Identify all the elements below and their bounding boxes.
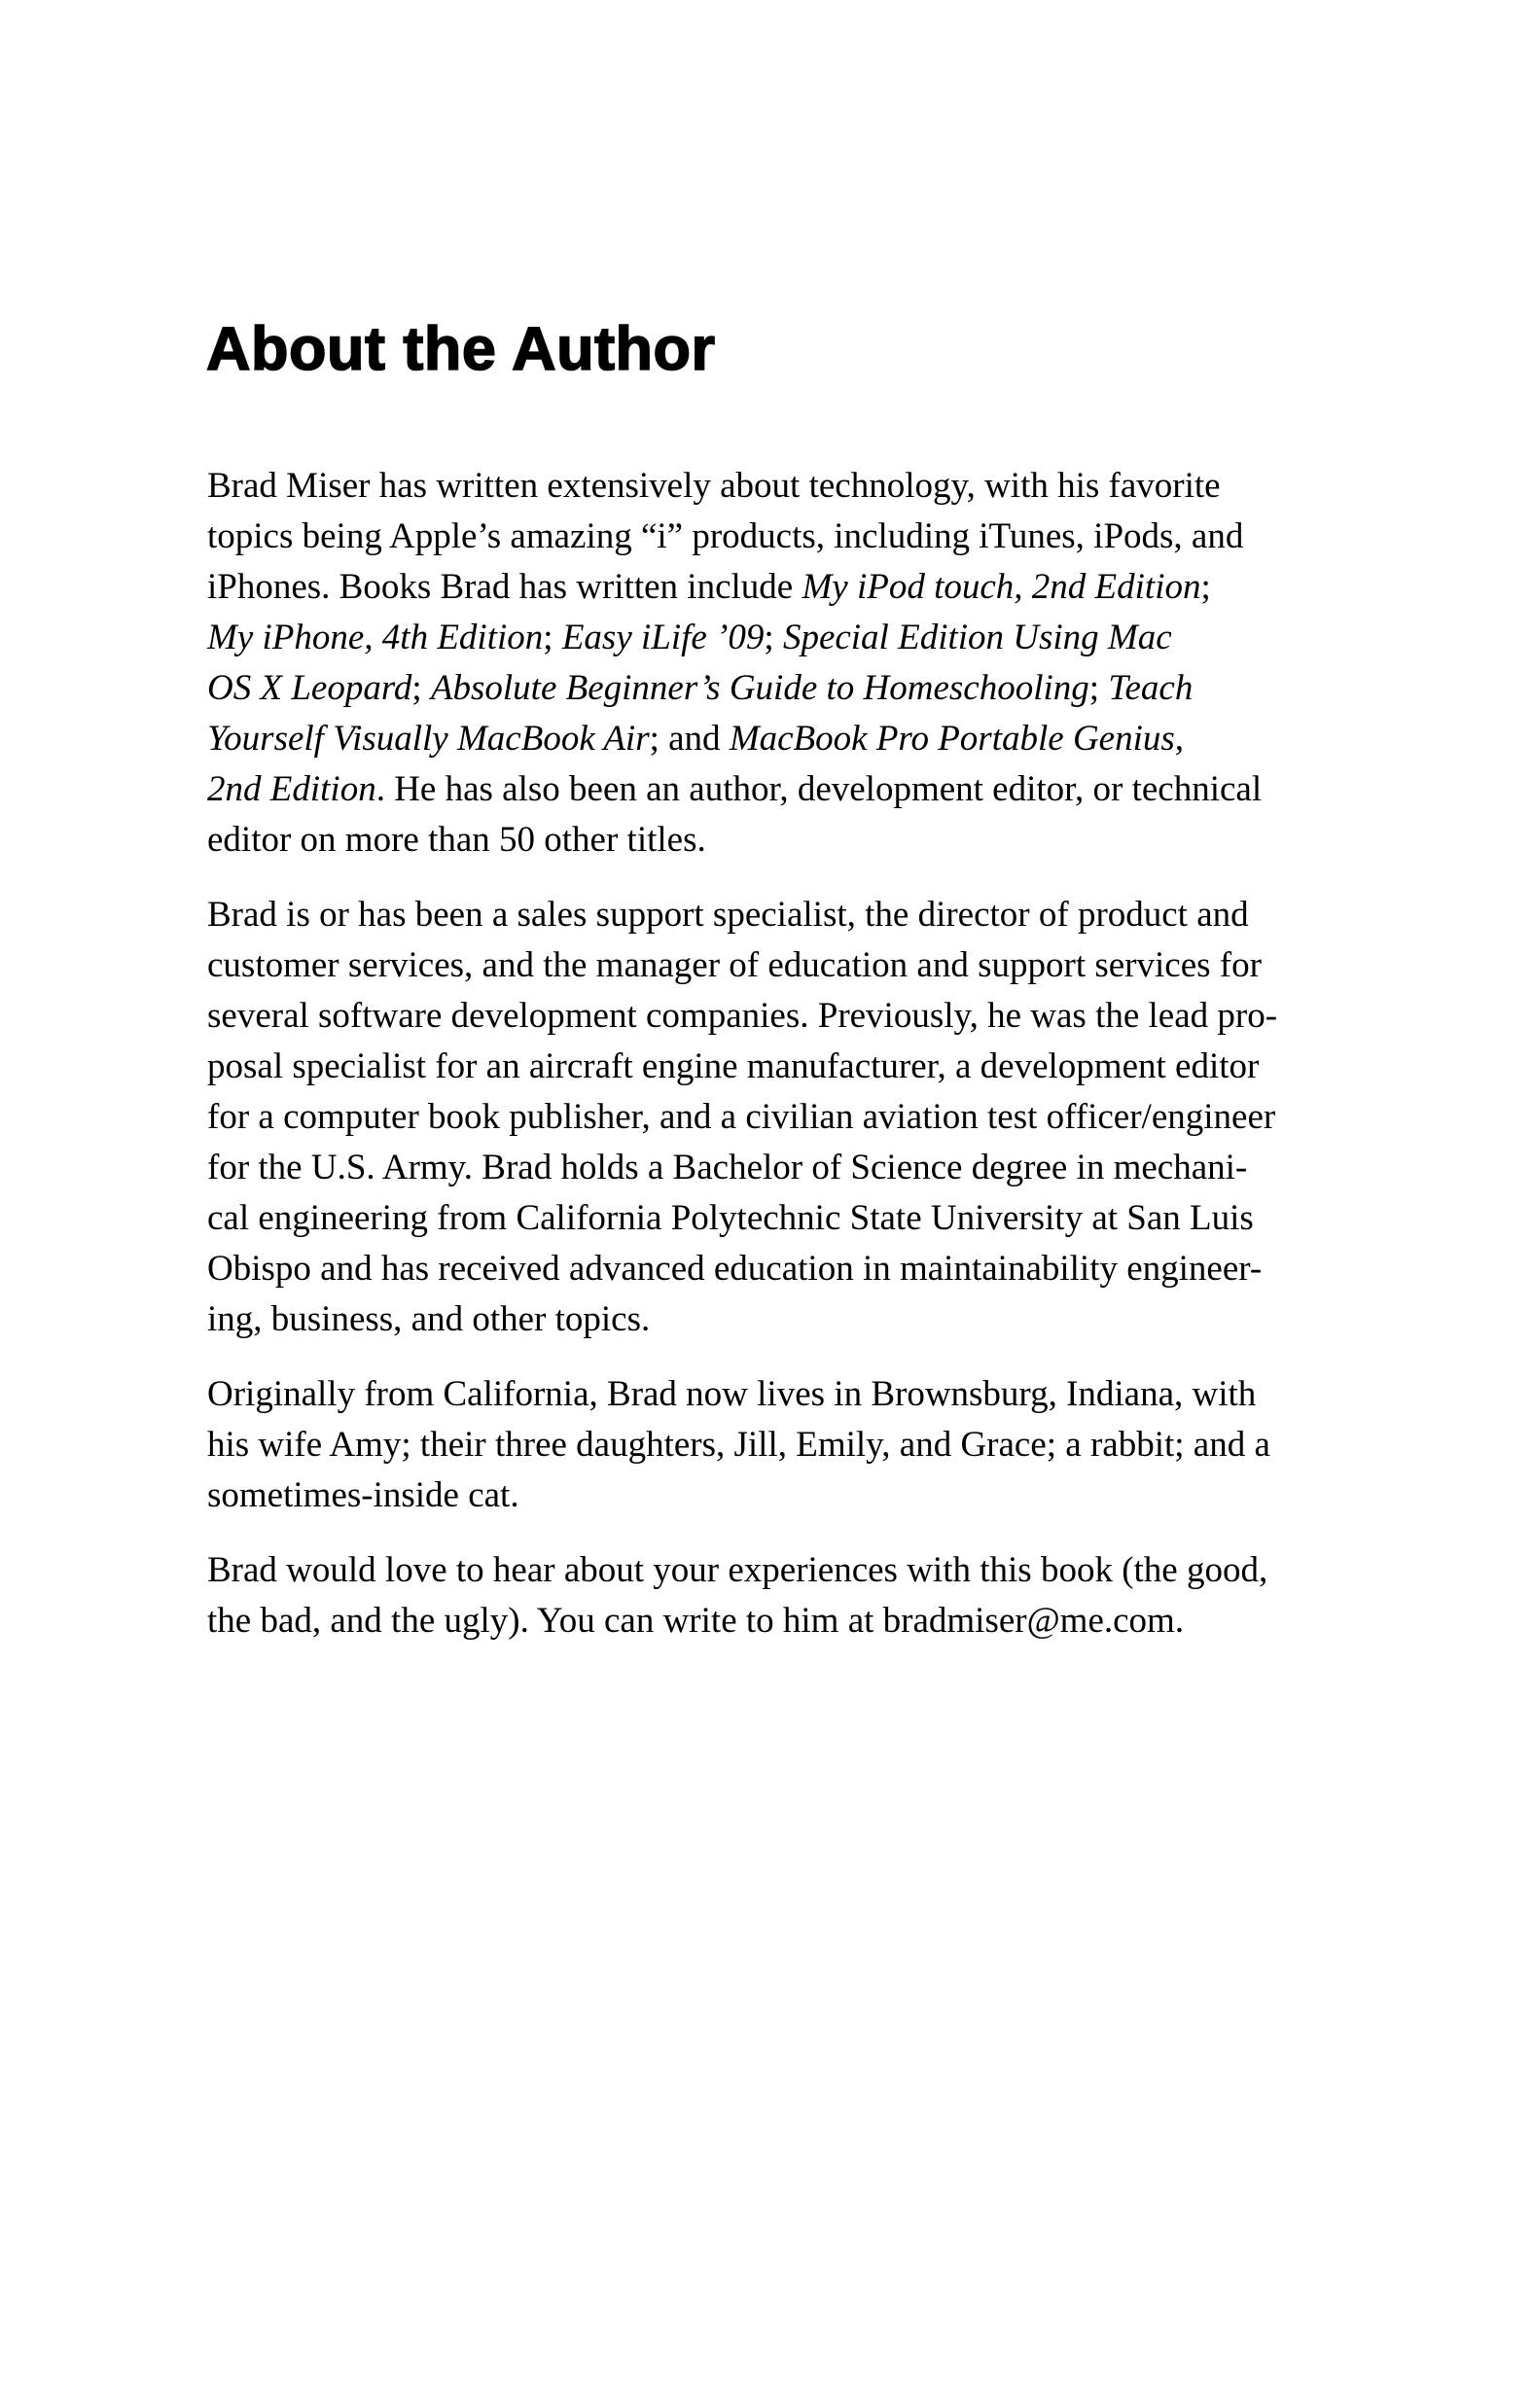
text-segment: his wife Amy; their three daughters, Jill, Emily, and Grace; a rabbit; and a	[207, 1425, 1270, 1465]
book-title: Teach	[1108, 668, 1194, 708]
book-title: Easy iLife ’09	[561, 618, 765, 657]
text-segment: ;	[764, 618, 783, 657]
text-segment: customer services, and the manager of education and support services for	[207, 945, 1262, 985]
book-title: MacBook Pro Portable Genius,	[729, 719, 1185, 759]
text-line	[207, 940, 1336, 991]
text-segment: ;	[543, 618, 562, 657]
text-line	[207, 1193, 1336, 1244]
text-segment: ;	[411, 668, 431, 708]
text-segment: ; and	[649, 719, 730, 759]
text-line	[207, 890, 1336, 940]
text-segment: for a computer book publisher, and a civilian aviation test officer/engineer	[207, 1097, 1276, 1137]
author-bio	[207, 461, 1336, 1671]
text-line	[207, 663, 1336, 714]
text-segment: several software development companies. Previously, he was the lead pro-	[207, 996, 1278, 1036]
text-segment: Originally from California, Brad now lives in Brownsburg, Indiana, with	[207, 1374, 1257, 1414]
text-segment: sometimes-inside cat.	[207, 1475, 519, 1515]
text-segment: Brad Miser has written extensively about technology, with his favorite	[207, 466, 1221, 506]
text-line	[207, 461, 1336, 512]
book-title: My iPhone, 4th Edition	[207, 618, 544, 657]
bio-paragraph	[207, 890, 1336, 1345]
book-title: My iPod touch, 2nd Edition	[802, 567, 1201, 607]
bio-paragraph	[207, 1545, 1336, 1647]
text-segment: the bad, and the ugly). You can write to him at bradmiser@me.com.	[207, 1601, 1185, 1641]
book-title: Yourself Visually MacBook Air	[207, 719, 650, 759]
text-line	[207, 613, 1336, 663]
text-segment: iPhones. Books Brad has written include	[207, 567, 802, 607]
text-line	[207, 512, 1336, 562]
text-segment: Brad would love to hear about your experiences with this book (the good,	[207, 1550, 1268, 1590]
text-line	[207, 815, 1336, 866]
text-line	[207, 1420, 1336, 1470]
text-line	[207, 1596, 1336, 1647]
text-line	[207, 991, 1336, 1042]
text-segment: cal engineering from California Polytechnic State University at San Luis	[207, 1198, 1254, 1238]
text-line	[207, 764, 1336, 815]
text-segment: Brad is or has been a sales support specialist, the director of product and	[207, 895, 1249, 935]
book-title: Absolute Beginner’s Guide to Homeschooling	[430, 668, 1089, 708]
bio-paragraph	[207, 1369, 1336, 1521]
text-segment: ing, business, and other topics.	[207, 1299, 651, 1339]
text-segment: for the U.S. Army. Brad holds a Bachelor of Science degree in mechani-	[207, 1148, 1248, 1187]
text-segment: Obispo and has received advanced education in maintainability engineer-	[207, 1249, 1263, 1289]
book-title: OS X Leopard	[207, 668, 412, 708]
text-line	[207, 1369, 1336, 1420]
text-segment: ;	[1200, 567, 1211, 607]
text-segment: editor on more than 50 other titles.	[207, 820, 706, 860]
book-title: 2nd Edition	[207, 769, 376, 809]
text-segment: posal specialist for an aircraft engine manufacturer, a development editor	[207, 1046, 1260, 1086]
text-line	[207, 1470, 1336, 1521]
bio-paragraph	[207, 461, 1336, 866]
text-line	[207, 1294, 1336, 1345]
text-line	[207, 562, 1336, 613]
book-title: Special Edition Using Mac	[782, 618, 1172, 657]
text-line	[207, 1545, 1336, 1596]
page-title: About the Author	[206, 315, 716, 383]
text-segment: topics being Apple’s amazing “i” products, including iTunes, iPods, and	[207, 516, 1244, 556]
text-segment: ;	[1088, 668, 1109, 708]
text-line	[207, 1244, 1336, 1294]
text-line	[207, 1042, 1336, 1092]
text-line	[207, 1143, 1336, 1193]
text-segment: . He has also been an author, development editor, or technical	[375, 769, 1263, 809]
text-line	[207, 714, 1336, 764]
text-line	[207, 1092, 1336, 1143]
